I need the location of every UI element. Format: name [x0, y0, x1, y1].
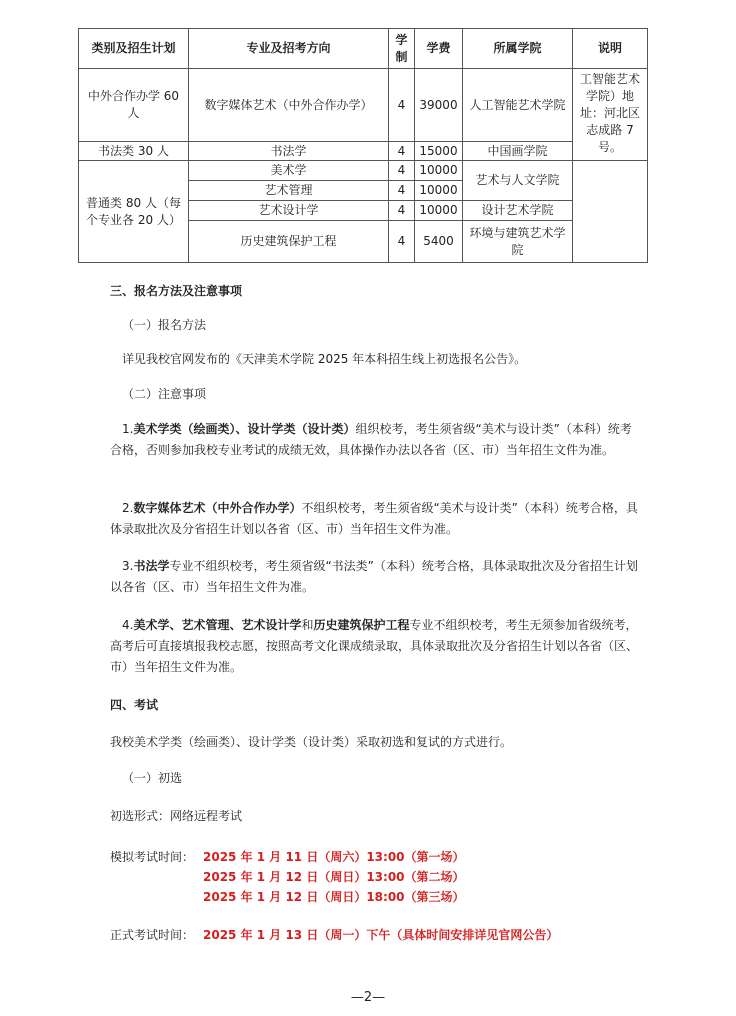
table-row: [79, 69, 648, 142]
cell-years: 4: [389, 181, 415, 201]
cell-fee: 5400: [415, 221, 463, 263]
cell-college: 人工智能艺术学院: [463, 69, 573, 142]
table-row: [79, 161, 648, 181]
formal-exam-label: 正式考试时间：: [110, 928, 195, 942]
cell-years: 4: [389, 161, 415, 181]
note-item-1: 1.美术学类（绘画类）、设计学类（设计类）组织校考，考生须省级“美术与设计类”（本科）统考合格，否则参加我校专业考试的成绩无效，具体操作办法以各省（区、市）当年招生文件为准。: [110, 422, 632, 457]
header-note: 说明: [573, 29, 648, 69]
section-3-sub2: （二）注意事项: [122, 387, 207, 401]
cell-major: 艺术管理: [189, 181, 389, 201]
page-number: —2—: [350, 990, 386, 1005]
cell-years: 4: [389, 201, 415, 221]
cell-major: 书法学: [189, 142, 389, 161]
mock-exam-time-1: 2025 年 1 月 11 日（周六）13:00（第一场）: [203, 850, 465, 864]
cell-fee: 39000: [415, 69, 463, 142]
note-item-3: 3.书法学专业不组织校考，考生须省级“书法类”（本科）统考合格，具体录取批次及分省招生计划以各省（区、市）当年招生文件为准。: [110, 559, 638, 594]
cell-years: 4: [389, 221, 415, 263]
cell-fee: 10000: [415, 181, 463, 201]
cell-category: 书法类 30 人: [79, 142, 189, 161]
cell-college: 艺术与人文学院: [463, 161, 573, 201]
section-4-sub1: （一）初选: [122, 771, 183, 785]
cell-category: 普通类 80 人（每个专业各 20 人）: [79, 161, 189, 263]
cell-college: 环境与建筑艺术学院: [463, 221, 573, 263]
section-4-intro: 我校美术学类（绘画类）、设计学类（设计类）采取初选和复试的方式进行。: [110, 735, 513, 749]
cell-note: 工智能艺术学院）地址：河北区志成路 7 号。: [573, 69, 648, 161]
header-college: 所属学院: [463, 29, 573, 69]
cell-years: 4: [389, 69, 415, 142]
header-category: 类别及招生计划: [79, 29, 189, 69]
table-row: [79, 142, 648, 161]
cell-fee: 10000: [415, 161, 463, 181]
cell-major: 历史建筑保护工程: [189, 221, 389, 263]
cell-fee: 10000: [415, 201, 463, 221]
cell-note-blank: [573, 161, 648, 263]
cell-fee: 15000: [415, 142, 463, 161]
cell-college: 中国画学院: [463, 142, 573, 161]
section-4-heading: 四、考试: [110, 698, 159, 712]
cell-category: 中外合作办学 60 人: [79, 69, 189, 142]
section-3-sub1-text: 详见我校官网发布的《天津美术学院 2025 年本科招生线上初选报名公告》。: [122, 352, 527, 366]
cell-major: 数字媒体艺术（中外合作办学）: [189, 69, 389, 142]
cell-major: 艺术设计学: [189, 201, 389, 221]
note-item-2: 2.数字媒体艺术（中外合作办学）不组织校考，考生须省级“美术与设计类”（本科）统考合格，具体录取批次及分省招生计划以各省（区、市）当年招生文件为准。: [110, 501, 638, 536]
mock-exam-time-2: 2025 年 1 月 12 日（周日）13:00（第二场）: [203, 870, 465, 884]
cell-years: 4: [389, 142, 415, 161]
header-major: 专业及招考方向: [189, 29, 389, 69]
note-item-4: 4.美术学、艺术管理、艺术设计学和历史建筑保护工程专业不组织校考，考生无须参加省级统考，高考后可直接填报我校志愿，按照高考文化课成绩录取，具体录取批次及分省招生计划以各省（区、市）当年招生文件为准。: [110, 618, 639, 674]
formal-exam-time: 2025 年 1 月 13 日（周一）下午（具体时间安排详见官网公告）: [203, 928, 559, 942]
cell-college: 设计艺术学院: [463, 201, 573, 221]
section-3-sub1: （一）报名方法: [122, 318, 207, 332]
enrollment-table: [78, 28, 648, 263]
mock-exam-time-3: 2025 年 1 月 12 日（周日）18:00（第三场）: [203, 890, 465, 904]
exam-form: 初选形式：网络远程考试: [110, 809, 243, 823]
table-header-row: [79, 29, 648, 69]
mock-exam-label: 模拟考试时间：: [110, 850, 195, 864]
header-years: 学 制: [389, 29, 415, 69]
cell-major: 美术学: [189, 161, 389, 181]
header-fee: 学费: [415, 29, 463, 69]
section-3-heading: 三、报名方法及注意事项: [110, 284, 243, 298]
